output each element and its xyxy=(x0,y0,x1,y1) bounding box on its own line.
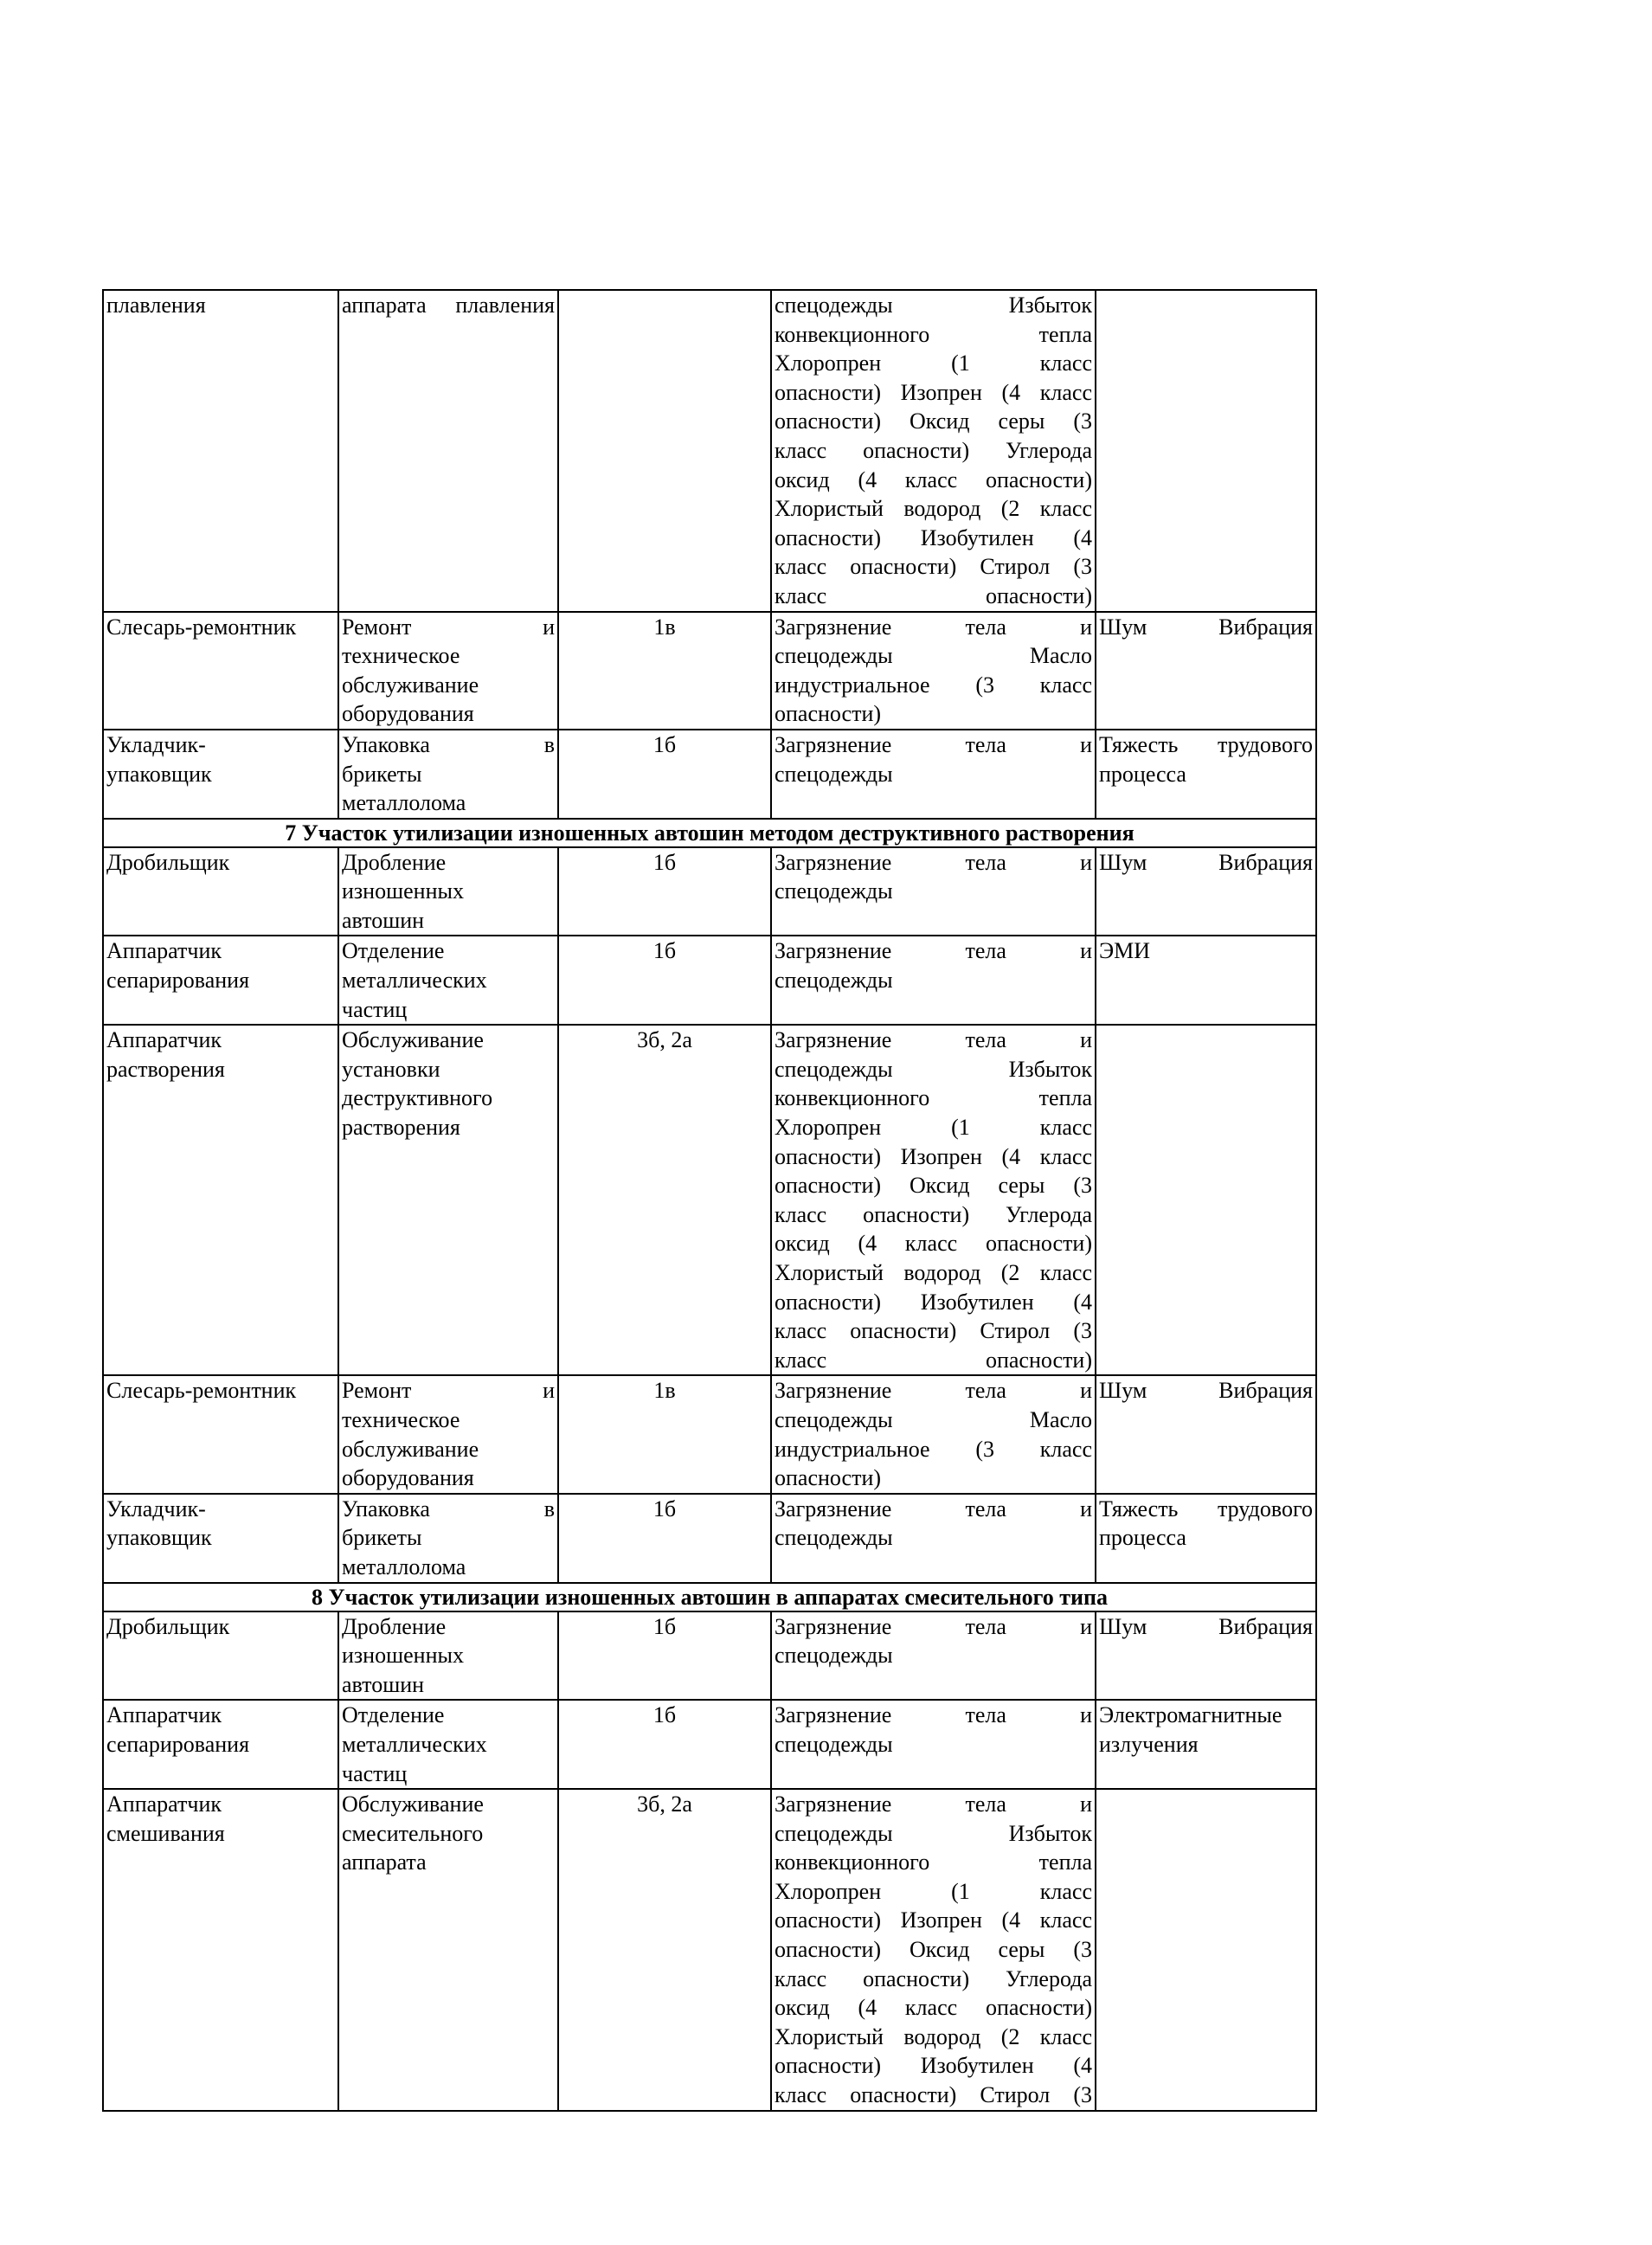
cell-line: металлолома xyxy=(342,1553,466,1579)
cell-other-factors xyxy=(1096,612,1316,730)
cell-line: опасности) Оксид серы (3 xyxy=(775,1937,1092,1963)
cell-line: класс опасности) Стирол (3 xyxy=(775,554,1092,580)
cell-other-factors xyxy=(1096,290,1316,612)
cell-line: оборудования xyxy=(342,701,474,727)
cell-line: обслуживание xyxy=(342,1436,479,1462)
section-header-row xyxy=(103,1583,1316,1611)
cell-hazard-factors xyxy=(771,612,1096,730)
table-row xyxy=(103,936,1316,1025)
table-row xyxy=(103,847,1316,936)
cell-line: конвекционного тепла xyxy=(775,1849,1092,1875)
cell-line: аппарата плавления xyxy=(342,293,555,318)
cell-line: плавления xyxy=(106,293,206,318)
table-row xyxy=(103,1611,1316,1701)
cell-line: техническое xyxy=(342,1406,460,1432)
cell-other-factors xyxy=(1096,936,1316,1025)
cell-line: Аппаратчик xyxy=(106,938,222,964)
cell-work-type xyxy=(338,1700,558,1789)
cell-line: Дробление xyxy=(342,1613,447,1639)
cell-line: спецодежды xyxy=(775,761,893,787)
cell-line: Загрязнение тела и xyxy=(775,1613,1092,1639)
cell-line: Слесарь-ремонтник xyxy=(106,1378,297,1404)
cell-class-code: 1в xyxy=(558,612,771,730)
cell-line: спецодежды Избыток xyxy=(775,1056,1092,1082)
cell-line: спецодежды Масло xyxy=(775,1406,1092,1432)
cell-line: опасности) Изопрен (4 класс xyxy=(775,1143,1092,1169)
cell-hazard-factors xyxy=(771,847,1096,936)
cell-work-type xyxy=(338,1611,558,1701)
cell-line: Шум Вибрация xyxy=(1099,849,1313,875)
cell-line: опасности) Изобутилен (4 xyxy=(775,524,1092,550)
cell-work-type xyxy=(338,1494,558,1583)
cell-line: Загрязнение тела и xyxy=(775,731,1092,757)
cell-line: Загрязнение тела и xyxy=(775,1496,1092,1521)
cell-profession xyxy=(103,1611,338,1701)
cell-work-type xyxy=(338,847,558,936)
cell-line: Шум Вибрация xyxy=(1099,1613,1313,1639)
cell-class-code: 1б xyxy=(558,936,771,1025)
cell-line: класс опасности) Углерода xyxy=(775,437,1092,463)
cell-line: изношенных xyxy=(342,878,464,904)
cell-line: Ремонт и xyxy=(342,1378,555,1404)
cell-line: ЭМИ xyxy=(1099,938,1151,964)
cell-line: класс опасности) Стирол (3 xyxy=(775,2082,1092,2108)
cell-line: Хлоропрен (1 класс xyxy=(775,351,1092,376)
cell-line: Загрязнение тела и xyxy=(775,849,1092,875)
cell-work-type xyxy=(338,1789,558,2111)
section-title: 7 Участок утилизации изношенных автошин методом деструктивного растворения xyxy=(103,819,1316,847)
cell-line: спецодежды xyxy=(775,1643,893,1669)
cell-work-type xyxy=(338,730,558,819)
cell-line: процесса xyxy=(1099,761,1186,787)
cell-hazard-factors xyxy=(771,936,1096,1025)
cell-class-code: 1б xyxy=(558,1494,771,1583)
cell-line: Хлоропрен (1 класс xyxy=(775,1878,1092,1904)
section-title: 8 Участок утилизации изношенных автошин в аппаратах смесительного типа xyxy=(103,1583,1316,1611)
cell-other-factors xyxy=(1096,730,1316,819)
cell-line: спецодежды xyxy=(775,968,893,994)
cell-line: металлолома xyxy=(342,790,466,816)
cell-class-code xyxy=(558,290,771,612)
cell-line: Загрязнение тела и xyxy=(775,1027,1092,1053)
cell-line: излучения xyxy=(1099,1731,1199,1757)
cell-hazard-factors xyxy=(771,1375,1096,1493)
cell-line: Тяжесть трудового xyxy=(1099,1496,1313,1521)
cell-hazard-factors xyxy=(771,1700,1096,1789)
cell-class-code: 3б, 2а xyxy=(558,1025,771,1375)
cell-class-code: 1б xyxy=(558,847,771,936)
cell-line: Шум Вибрация xyxy=(1099,614,1313,640)
table-row xyxy=(103,1700,1316,1789)
cell-work-type xyxy=(338,1025,558,1375)
cell-line: Аппаратчик xyxy=(106,1702,222,1728)
cell-hazard-factors xyxy=(771,1494,1096,1583)
cell-line: сепарирования xyxy=(106,968,250,994)
table-row xyxy=(103,1789,1316,2111)
cell-line: частиц xyxy=(342,1760,408,1786)
cell-line: Обслуживание xyxy=(342,1791,484,1817)
cell-line: аппарата xyxy=(342,1849,427,1875)
cell-line: Хлористый водород (2 класс xyxy=(775,1260,1092,1285)
cell-line: класс опасности) Углерода xyxy=(775,1965,1092,1991)
cell-line: Аппаратчик xyxy=(106,1791,222,1817)
cell-line: смешивания xyxy=(106,1820,225,1846)
cell-line: спецодежды Масло xyxy=(775,643,1092,669)
cell-line: спецодежды xyxy=(775,1525,893,1551)
table-row xyxy=(103,1494,1316,1583)
cell-line: автошин xyxy=(342,1671,425,1697)
table-body xyxy=(103,290,1316,2111)
document-page xyxy=(102,289,1315,2112)
cell-line: Обслуживание xyxy=(342,1027,484,1053)
cell-line: класс опасности) Углерода xyxy=(775,1201,1092,1227)
cell-profession xyxy=(103,730,338,819)
table-row xyxy=(103,1375,1316,1493)
cell-line: техническое xyxy=(342,643,460,669)
cell-profession xyxy=(103,1025,338,1375)
cell-line: спецодежды Избыток xyxy=(775,293,1092,318)
cell-line: Хлористый водород (2 класс xyxy=(775,496,1092,522)
cell-hazard-factors xyxy=(771,290,1096,612)
cell-line: частиц xyxy=(342,996,408,1022)
cell-line: Шум Вибрация xyxy=(1099,1378,1313,1404)
cell-line: упаковщик xyxy=(106,761,212,787)
cell-line: Упаковка в xyxy=(342,731,555,757)
cell-line: конвекционного тепла xyxy=(775,1085,1092,1111)
cell-class-code: 3б, 2а xyxy=(558,1789,771,2111)
cell-line: Загрязнение тела и xyxy=(775,614,1092,640)
table-row xyxy=(103,612,1316,730)
cell-line: брикеты xyxy=(342,761,422,787)
table-row xyxy=(103,1025,1316,1375)
cell-line: Отделение xyxy=(342,938,445,964)
cell-profession xyxy=(103,1789,338,2111)
table-row xyxy=(103,290,1316,612)
cell-line: растворения xyxy=(106,1056,225,1082)
cell-line: Хлоропрен (1 класс xyxy=(775,1115,1092,1141)
cell-line: оксид (4 класс опасности) xyxy=(775,466,1092,492)
cell-line: Аппаратчик xyxy=(106,1027,222,1053)
cell-other-factors xyxy=(1096,847,1316,936)
cell-profession xyxy=(103,1494,338,1583)
cell-line: процесса xyxy=(1099,1525,1186,1551)
cell-line: опасности) Изобутилен (4 xyxy=(775,1289,1092,1315)
cell-line: индустриальное (3 класс xyxy=(775,672,1092,698)
cell-line: автошин xyxy=(342,907,425,933)
cell-line: Упаковка в xyxy=(342,1496,555,1521)
cell-line: растворения xyxy=(342,1115,460,1141)
cell-other-factors xyxy=(1096,1789,1316,2111)
cell-line: установки xyxy=(342,1056,440,1082)
cell-work-type xyxy=(338,936,558,1025)
cell-work-type xyxy=(338,290,558,612)
section-header-row xyxy=(103,819,1316,847)
cell-line: Хлористый водород (2 класс xyxy=(775,2023,1092,2049)
cell-line: Загрязнение тела и xyxy=(775,1702,1092,1728)
cell-hazard-factors xyxy=(771,1611,1096,1701)
cell-class-code: 1в xyxy=(558,1375,771,1493)
cell-line: Ремонт и xyxy=(342,614,555,640)
table-row xyxy=(103,730,1316,819)
cell-class-code: 1б xyxy=(558,1611,771,1701)
cell-line: оксид (4 класс опасности) xyxy=(775,1231,1092,1257)
cell-line: опасности) Оксид серы (3 xyxy=(775,1173,1092,1199)
cell-line: класс опасности) xyxy=(775,582,1092,608)
cell-class-code: 1б xyxy=(558,730,771,819)
cell-profession xyxy=(103,847,338,936)
cell-line: опасности) xyxy=(775,1465,882,1491)
cell-line: конвекционного тепла xyxy=(775,321,1092,347)
cell-line: индустриальное (3 класс xyxy=(775,1436,1092,1462)
cell-line: изношенных xyxy=(342,1643,464,1669)
cell-line: спецодежды xyxy=(775,878,893,904)
cell-line: металлических xyxy=(342,968,487,994)
cell-profession xyxy=(103,1700,338,1789)
cell-line: опасности) Изопрен (4 класс xyxy=(775,1907,1092,1933)
cell-work-type xyxy=(338,1375,558,1493)
cell-line: опасности) Оксид серы (3 xyxy=(775,408,1092,434)
cell-line: Дробление xyxy=(342,849,447,875)
cell-line: Дробильщик xyxy=(106,1613,230,1639)
cell-line: металлических xyxy=(342,1731,487,1757)
cell-line: смесительного xyxy=(342,1820,484,1846)
cell-class-code: 1б xyxy=(558,1700,771,1789)
cell-line: Отделение xyxy=(342,1702,445,1728)
cell-other-factors xyxy=(1096,1025,1316,1375)
cell-line: брикеты xyxy=(342,1525,422,1551)
cell-line: Тяжесть трудового xyxy=(1099,731,1313,757)
cell-other-factors xyxy=(1096,1494,1316,1583)
cell-profession xyxy=(103,936,338,1025)
cell-line: оксид (4 класс опасности) xyxy=(775,1995,1092,2021)
cell-line: обслуживание xyxy=(342,672,479,698)
cell-line: Загрязнение тела и xyxy=(775,938,1092,964)
cell-line: упаковщик xyxy=(106,1525,212,1551)
cell-line: класс опасности) xyxy=(775,1347,1092,1373)
cell-line: опасности) xyxy=(775,701,882,727)
cell-line: Укладчик- xyxy=(106,1496,206,1521)
cell-line: спецодежды xyxy=(775,1731,893,1757)
cell-line: опасности) Изобутилен (4 xyxy=(775,2053,1092,2079)
cell-line: Загрязнение тела и xyxy=(775,1791,1092,1817)
cell-line: Укладчик- xyxy=(106,731,206,757)
cell-work-type xyxy=(338,612,558,730)
cell-other-factors xyxy=(1096,1611,1316,1701)
cell-line: класс опасности) Стирол (3 xyxy=(775,1318,1092,1344)
cell-line: деструктивного xyxy=(342,1085,493,1111)
cell-line: Дробильщик xyxy=(106,849,230,875)
cell-line: спецодежды Избыток xyxy=(775,1820,1092,1846)
cell-other-factors xyxy=(1096,1700,1316,1789)
cell-hazard-factors xyxy=(771,1789,1096,2111)
cell-other-factors xyxy=(1096,1375,1316,1493)
cell-hazard-factors xyxy=(771,1025,1096,1375)
cell-hazard-factors xyxy=(771,730,1096,819)
cell-line: сепарирования xyxy=(106,1731,250,1757)
cell-profession xyxy=(103,612,338,730)
cell-line: Загрязнение тела и xyxy=(775,1378,1092,1404)
cell-line: Электромагнитные xyxy=(1099,1702,1282,1728)
cell-line: Слесарь-ремонтник xyxy=(106,614,297,640)
cell-profession xyxy=(103,290,338,612)
cell-profession xyxy=(103,1375,338,1493)
cell-line: оборудования xyxy=(342,1465,474,1491)
cell-line: опасности) Изопрен (4 класс xyxy=(775,379,1092,405)
hazard-table xyxy=(102,289,1317,2112)
